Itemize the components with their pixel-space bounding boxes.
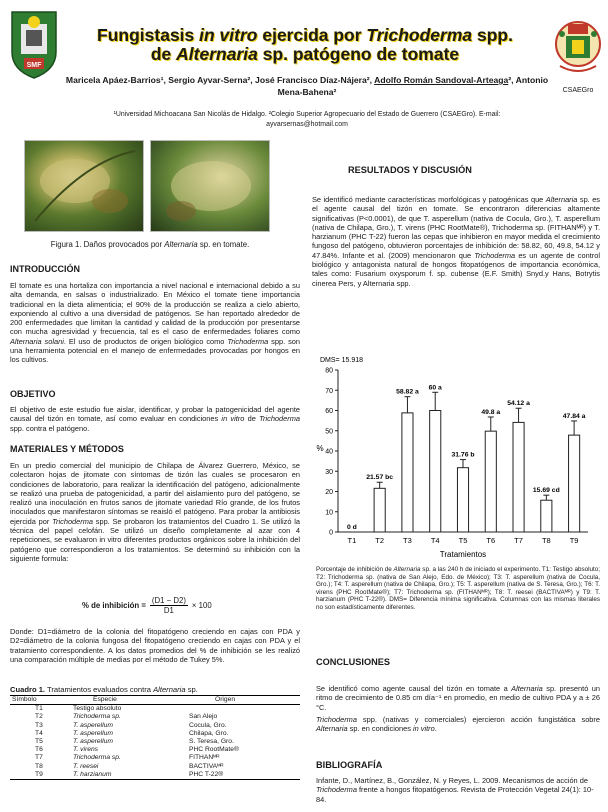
logo-left-text: SMF (26, 62, 42, 69)
col-origen: Origen (175, 696, 300, 705)
cell-simbolo: T6 (35, 746, 43, 754)
cell-especie: T. harzianum (65, 771, 175, 780)
x-tick-label: T5 (458, 536, 468, 545)
inhibition-bar-chart (308, 352, 598, 562)
smf-logo (8, 8, 60, 80)
cell-simbolo: T8 (35, 762, 43, 770)
data-label: 60 a (428, 384, 442, 392)
cell-simbolo: T5 (35, 738, 43, 746)
affiliation: ¹Universidad Michoacana San Nicolás de Hidalgo. ²Colegio Superior Agropecuario del Estado de Guerrero (CSAEGro). E-mail: ayvarsernas@hotmail.com (62, 110, 552, 130)
conclusiones-heading: CONCLUSIONES (316, 657, 391, 667)
x-tick-label: T1 (347, 536, 357, 545)
y-tick-label: 0 (329, 529, 333, 537)
y-tick-label: 50 (325, 428, 333, 436)
cell-especie: Trichoderma sp. (73, 754, 121, 762)
poster-title: Fungistasis in vitro ejercida por Trichoderma spp. de Alternaria sp. patógeno de tomate (97, 25, 513, 64)
table-row (10, 730, 300, 738)
metodos-heading: MATERIALES Y MÉTODOS (10, 444, 124, 454)
conclusiones-text: Se identificó como agente causal del tizón en tomate a Alternaria sp. presentó un ritmo de crecimiento de 0.85 cm día⁻¹ en promedio, en medio de cultivo PDA y a ± 26 °C. (316, 684, 600, 712)
bar (569, 435, 580, 532)
table-row (10, 746, 300, 754)
data-label: 21.57 bc (366, 474, 394, 482)
data-label: 58.82 a (396, 388, 419, 396)
x-axis-label: Tratamientos (439, 550, 487, 559)
col-simbolo: Símbolo (10, 696, 65, 705)
cell-origen: S. Teresa, Gro. (189, 738, 234, 746)
photo-leaf-1 (24, 140, 144, 232)
x-tick-label: T2 (375, 536, 385, 545)
x-tick-label: T7 (514, 536, 523, 545)
data-label: 15.69 cd (532, 487, 560, 495)
data-label: 49.8 a (481, 408, 501, 416)
x-tick-label: T4 (430, 536, 440, 545)
csaegro-logo (552, 14, 604, 94)
cell-simbolo: T2 (35, 713, 43, 721)
dms-annotation: DMS= 15.918 (320, 357, 363, 364)
y-tick-label: 40 (325, 448, 333, 456)
objetivo-text: El objetivo de este estudio fue aislar, identificar, y probar la patogenicidad del agente causal del tizón en tomate, así como evaluar en condiciones in vitro de Trichoderma spp. contra el patógeno. (10, 405, 300, 433)
bibliografia-heading: BIBLIOGRAFÍA (316, 760, 383, 770)
cell-origen: PHC T-22® (175, 771, 300, 780)
cell-simbolo: T9 (10, 771, 65, 780)
x-tick-label: T6 (486, 536, 496, 545)
metodos-text-2: Donde: D1=diámetro de la colonia del fitopatógeno creciendo en cajas con PDA y D2=diámetro de la colonia fungosa del fitopatógeno creciendo en cajas con PDA y el tratamiento correspondiente. A los datos promedios del % de inhibición se les realizó una comparación múltiple de medias por el método de Tukey 5%. (10, 627, 300, 664)
col-especie: Especie (65, 696, 175, 705)
logo-right-text: CSAEGro (562, 87, 594, 94)
bar (402, 413, 413, 532)
bar (541, 500, 552, 532)
table-row (10, 722, 300, 730)
table-row (10, 771, 300, 780)
cell-especie: T. virens (73, 746, 99, 754)
x-tick-label: T3 (403, 536, 412, 545)
cell-origen (175, 705, 300, 714)
data-label: 0 d (346, 524, 357, 531)
data-label: 47.84 a (562, 412, 586, 420)
intro-text: El tomate es una hortaliza con importancia a nivel nacional e internacional debido a su alta demanda, en salsas o industrializado. En México el tomate tiene importancia tradicional en la dieta alimenticia; el 90% de la producción se realiza a cielo abierto, exponiendo al cultivo a una diversidad de patógenos. Se han reportado alrededor de 200 enfermedades que limitan la cantidad y calidad de la producción por presentarse con mucha agresividad y frecuencia, tal es el caso de enfermedades foliares como Alternaria solani. El uso de productos de origen biológico como Trichoderma spp. son una herramienta potencial en el manejo de enfermedades provocadas por hongos en los cultivos. (10, 281, 300, 365)
cell-origen: Cocula, Gro. (189, 721, 227, 729)
conclusiones-text-2: Trichoderma spp. (nativas y comerciales) ejercieron acción fungistática sobre Alternaria sp. en condiciones in vitro. (316, 715, 600, 734)
y-tick-label: 10 (325, 509, 333, 517)
cell-simbolo: T7 (35, 754, 43, 762)
cuadro1-title: Cuadro 1. Tratamientos evaluados contra Alternaria sp. (10, 685, 198, 694)
chart-caption: Porcentaje de inhibición de Alternaria sp. a las 240 h de iniciado el experimento. T1: Testigo absoluto; T2: Trichoderma sp. (nativa de San Alejo, Edo. de México); T3: T. asperellum (nativa de Cocula, Gro.); T4: T. asperellum (nativa de Chilapa, Gro.); T5: T. asperellum (nativa de S. Teresa, Gro.); T6: T. virens (PHC RootMate®); T7: Trichoderma sp. (FITHANᴹᴿ); T8: T. reesei (BACTIVAᴹᴿ) y T9: T. harzianum (PHC T-22®). DMS= Diferencia mínima significativa. Columnas con las mismas literales no son estadísticamente diferentes. (316, 566, 600, 611)
table-row (10, 705, 300, 714)
cell-simbolo: T1 (35, 705, 43, 713)
authors: Maricela Apáez-Barrios¹, Sergio Ayvar-Serna², José Francisco Díaz-Nájera², Adolfo Román Sandoval-Arteaga², Antonio Mena-Bahena² (65, 75, 549, 97)
y-axis-label: % (316, 444, 324, 453)
cell-simbolo: T4 (35, 729, 43, 737)
cell-especie: T. asperellum (73, 738, 113, 746)
resultados-heading: RESULTADOS Y DISCUSIÓN (348, 165, 472, 175)
photo-leaf-2 (150, 140, 270, 232)
y-tick-label: 60 (325, 408, 333, 415)
cell-simbolo: T3 (35, 721, 43, 729)
cell-especie: T. asperellum (73, 729, 113, 737)
email: ayvarsernas@hotmail.com (266, 121, 348, 128)
bar (485, 431, 496, 532)
cuadro1-table (10, 695, 300, 780)
data-label: 54.12 a (507, 400, 530, 408)
inhibition-formula: % de inhibición = $\frac{(D1 - D2)}{D1}$ × 100 (82, 596, 212, 615)
objetivo-heading: OBJETIVO (10, 389, 56, 399)
table-row (10, 738, 300, 746)
bar (430, 411, 441, 533)
table-row (10, 763, 300, 771)
cell-origen: FITHANᴹᴿ (189, 754, 220, 762)
x-tick-label: T9 (569, 536, 579, 545)
data-label: 31.76 b (451, 451, 475, 459)
cell-origen: Chilapa, Gro. (189, 729, 229, 737)
cell-especie: T. asperellum (73, 721, 113, 729)
figure1-caption: Figura 1. Daños provocados por Alternaria sp. en tomate. (50, 240, 250, 249)
metodos-text: En un predio comercial del municipio de Chilapa de Álvarez Guerrero, México, se colectaron hojas de jitomate con síntomas de tizón las cuales se procesaron en condiciones de laboratorio, para realizar la identificación del patógeno, adicionalmente se realizó una prueba de patogenicidad, a partir del aislamiento puro del patógeno, se realizó una inoculación en frutos sanos de jitomate variedad Río grande, de los frutos inoculados que manifestaron síntomas se reaisló el patógeno. Para probar la antibiosis ejercida por Trichoderma spp. Se probaron los tratamientos del Cuadro 1. Se utilizó la técnica del papel celofán. Se utilizó un diseño completamente al azar con 4 repeticiones, se evaluaron in vitro diferentes productos orgánicos sobre la inhibición del patógeno que correspondieron a los tratamientos. Se determinó su inhibición con la siguiente formula: (10, 461, 300, 563)
x-tick-label: T8 (541, 536, 551, 545)
table-row (10, 713, 300, 721)
cell-especie: Trichoderma sp. (73, 713, 121, 721)
y-tick-label: 80 (325, 367, 333, 375)
cell-especie: Testigo absoluto (73, 705, 122, 713)
y-tick-label: 20 (325, 489, 333, 496)
y-tick-label: 70 (325, 387, 333, 395)
table-row (10, 754, 300, 762)
cell-especie: T. reesei (73, 762, 99, 770)
y-tick-label: 30 (325, 468, 333, 476)
bar (374, 488, 385, 532)
intro-heading: INTRODUCCIÓN (10, 264, 80, 274)
bar (457, 468, 468, 532)
resultados-text: Se identificó mediante características morfológicas y patogénicas que Alternaria sp. es el agente causal del tizón en tomate. Se encontraron diferencias altamente significativas (P<0.0001), de que T. asperellum (nativa de Cocula, Gro.), T. asperellum (nativa de Chilapa, Gro.), T. virens (PHC RootMate®), Trichoderma sp. (FITHANᴹᴿ) y T. harzianum (PHC T-22) fueron las cepas que inhibieron en mayor medida el crecimiento fungoso del patógeno, obtuvieron porcentajes de inhibición de: 58.82, 60, 49.8, 54.12 y 47.84%. Infante et al. (2009) mencionaron que Trichoderma es un agente de control biológico y antagonista natural de hongos fitopatógenos de importancia económica, tales como: Fusarium oxysporum f. sp. cubense (E.F. Smith) Snyd.y Hans, Botrytis cinerea Pers, y Alternaria spp. (312, 195, 600, 288)
cell-origen: BACTIVAᴹᴿ (189, 762, 224, 770)
bar (513, 422, 524, 532)
cell-origen: San Alejo (189, 713, 218, 721)
cell-origen: PHC RootMate® (189, 746, 239, 754)
bibliografia-ref1: Infante, D., Martínez, B., González, N. y Reyes, L. 2009. Mecanismos de acción de Trichoderma frente a hongos fitopatógenos. Revista de Protección Vegetal 24(1): 10-84. (316, 776, 594, 804)
